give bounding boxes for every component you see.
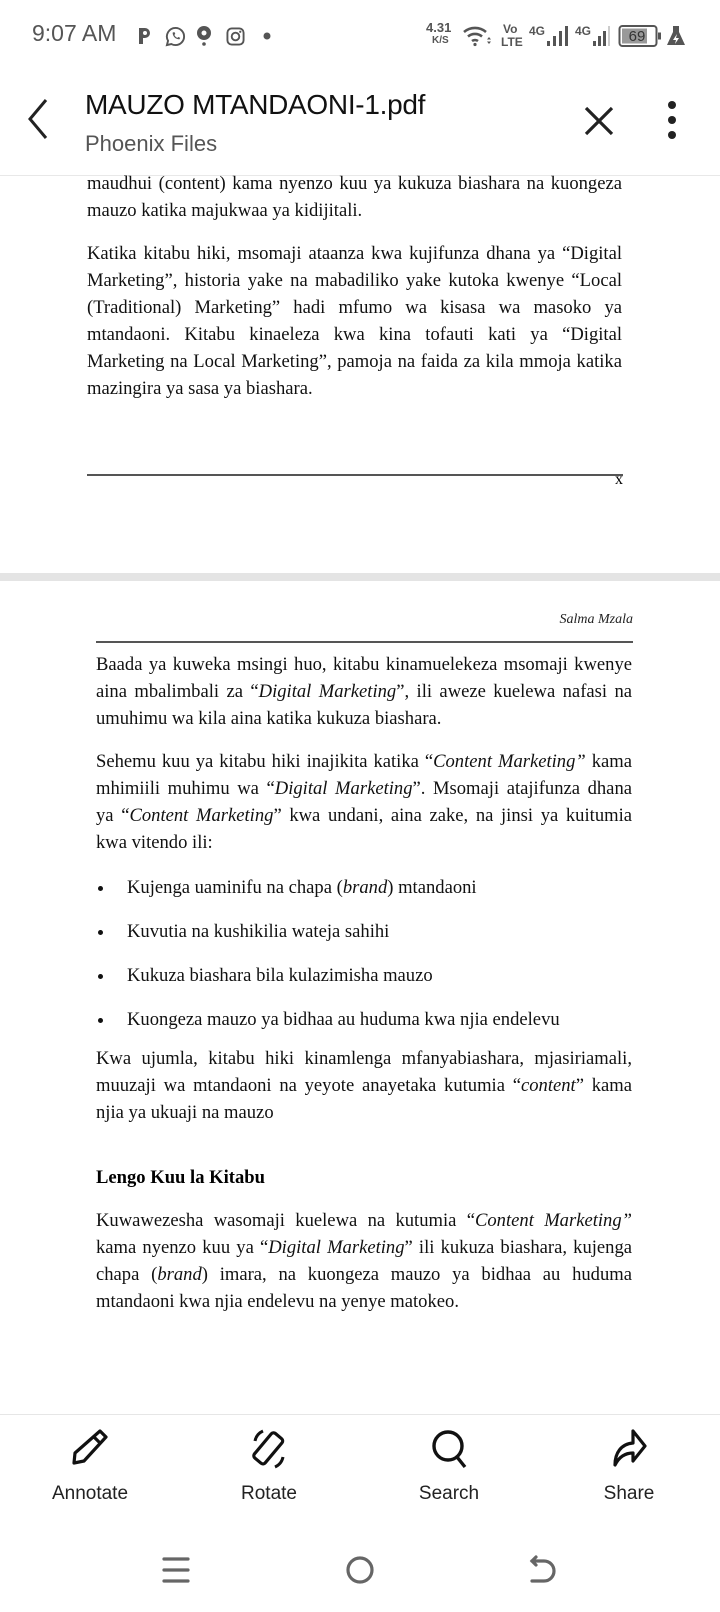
pdf-page-2 (96, 651, 632, 1315)
paragraph (96, 651, 632, 732)
app-bar (0, 72, 720, 175)
list-item (96, 874, 632, 901)
share-label: Share (603, 1483, 655, 1504)
text-run-italic: Digital Marketing (274, 778, 413, 799)
page-separator (0, 573, 720, 581)
home-icon (344, 1554, 376, 1586)
system-navigation-bar (0, 1524, 720, 1612)
text-run: Baada ya kuweka msingi huo, kitabu kinamuelekeza msomaji kwenye aina mbalimbali za “ (96, 654, 632, 702)
rotate-icon (249, 1427, 289, 1471)
back-button[interactable] (22, 96, 54, 142)
sim2-network-type: 4G (575, 24, 592, 38)
instagram-icon (225, 24, 245, 48)
text-run: Kwa ujumla, kitabu hiki kinamlenga mfanyabiashara, mjasiriamali, muuzaji wa mtandaoni na yeyote anayetaka kutumia “ (96, 1048, 632, 1096)
rotate-label: Rotate (241, 1483, 297, 1504)
close-icon (582, 104, 616, 138)
home-button[interactable] (344, 1554, 376, 1586)
paragraph (96, 1207, 632, 1315)
bullet-icon (98, 930, 103, 935)
text-run: Kuwawezesha wasomaji kuelewa na kutumia “ (96, 1210, 475, 1231)
recents-icon (160, 1554, 192, 1586)
back-icon (526, 1554, 558, 1586)
text-run: ) mtandaoni (387, 877, 477, 898)
more-options-button[interactable] (660, 98, 684, 142)
annotate-button[interactable] (30, 1415, 150, 1525)
bottom-toolbar (0, 1414, 720, 1525)
location-pin-icon (196, 24, 212, 48)
paragraph: Katika kitabu hiki, msomaji ataanza kwa kujifunza dhana ya “Digital Marketing”, historia yake na mabadiliko yake kutoka kwenye “Local (Traditional) Marketing” hadi mfumo wa kisasa wa masoko ya mtandaoni. Kitabu kinaeleza kwa kina tofauti kati ya “Digital Marketing na Local Marketing”, pamoja na faida za kila mmoja katika mazingira ya sasa ya biashara. (87, 243, 622, 399)
text-run-italic: Digital Marketing (258, 681, 397, 702)
page-number: x (615, 471, 623, 488)
running-header-author: Salma Mzala (559, 612, 633, 627)
footer-rule (87, 474, 623, 476)
net-speed-value: 4.31 (426, 20, 452, 35)
text-run-italic: Content Marketing” (474, 1210, 632, 1231)
search-button[interactable] (389, 1415, 509, 1525)
search-label: Search (418, 1483, 480, 1504)
text-run: ) imara, na kuongeza mauzo ya bidhaa au huduma mtandaoni kwa njia endelevu na yenye matokeo. (96, 1264, 632, 1312)
bullet-icon (98, 1018, 103, 1023)
status-time: 9:07 AM (32, 20, 117, 46)
bullet-list (96, 874, 632, 1033)
net-speed-unit: K/S (432, 35, 449, 46)
text-run: ” ili kukuza biashara, kujenga chapa ( (96, 1237, 633, 1285)
text-run-italic: Digital Marketing (268, 1237, 405, 1258)
share-icon (609, 1427, 649, 1471)
text-run-italic: brand (342, 877, 388, 898)
chevron-left-icon (22, 96, 54, 142)
text-run: Kujenga uaminifu na chapa ( (127, 877, 343, 898)
back-nav-button[interactable] (526, 1554, 558, 1586)
text-run-italic: brand (157, 1264, 202, 1285)
list-item (96, 1006, 632, 1033)
close-button[interactable] (582, 104, 616, 138)
text-run-italic: Content Marketing” (433, 751, 586, 772)
sim2-signal-icon (592, 24, 612, 48)
bullet-icon (98, 974, 103, 979)
text-run: ” kwa undani, aina zake, na jinsi ya kuitumia kwa vitendo ili: (96, 805, 632, 853)
pdf-page-1 (87, 175, 622, 402)
paragraph (96, 748, 632, 856)
header-rule (96, 641, 633, 643)
text-run: Kuongeza mauzo ya bidhaa au huduma kwa njia endelevu (127, 1009, 560, 1030)
paragraph (96, 1045, 632, 1126)
list-item (96, 918, 632, 945)
battery-level: 69 (628, 27, 646, 45)
rotate-button[interactable] (209, 1415, 329, 1525)
parking-app-icon (136, 24, 154, 48)
text-run-italic: content (520, 1075, 576, 1096)
volte-top: Vo (503, 22, 518, 36)
text-run-italic: Content Marketing (129, 805, 274, 826)
recents-button[interactable] (160, 1554, 192, 1586)
list-item (96, 962, 632, 989)
section-heading: Lengo Kuu la Kitabu (96, 1167, 265, 1188)
more-notifications-dot-icon (262, 24, 272, 48)
status-bar (0, 0, 720, 72)
text-run: ”. Msomaji atajifunza dhana ya “ (96, 778, 632, 826)
sim1-signal-icon (546, 24, 568, 48)
bullet-icon (98, 886, 103, 891)
more-vertical-icon (660, 98, 684, 142)
battery-saver-flask-icon (666, 24, 686, 48)
text-run: Sehemu kuu ya kitabu hiki inajikita katika “ (96, 751, 434, 772)
annotate-label: Annotate (51, 1483, 129, 1504)
paragraph: maudhui (content) kama nyenzo kuu ya kukuza biashara na kuongeza mauzo katika majukwaa ya kidijitali. (87, 175, 622, 221)
pencil-icon (70, 1427, 110, 1471)
whatsapp-icon (164, 24, 186, 48)
share-button[interactable] (569, 1415, 689, 1525)
text-run: kama nyenzo kuu ya “ (96, 1237, 269, 1258)
document-title: MAUZO MTANDAONI-1.pdf (85, 89, 426, 120)
search-icon (429, 1427, 469, 1471)
wifi-icon (462, 24, 492, 48)
text-run: ” kama njia ya ukuaji na mauzo (96, 1075, 632, 1123)
text-run: kama mhimiili muhimu wa “ (96, 751, 632, 799)
app-name-subtitle: Phoenix Files (85, 131, 218, 156)
text-run: ”, ili aweze kuelewa nafasi na umuhimu wa kila aina katika kukuza biashara. (96, 681, 632, 729)
text-run: Kuvutia na kushikilia wateja sahihi (127, 921, 390, 942)
volte-bottom: LTE (501, 35, 523, 49)
pdf-viewer[interactable] (0, 175, 720, 1415)
sim1-network-type: 4G (529, 24, 546, 38)
battery-icon (618, 23, 662, 49)
text-run: Kukuza biashara bila kulazimisha mauzo (127, 965, 433, 986)
